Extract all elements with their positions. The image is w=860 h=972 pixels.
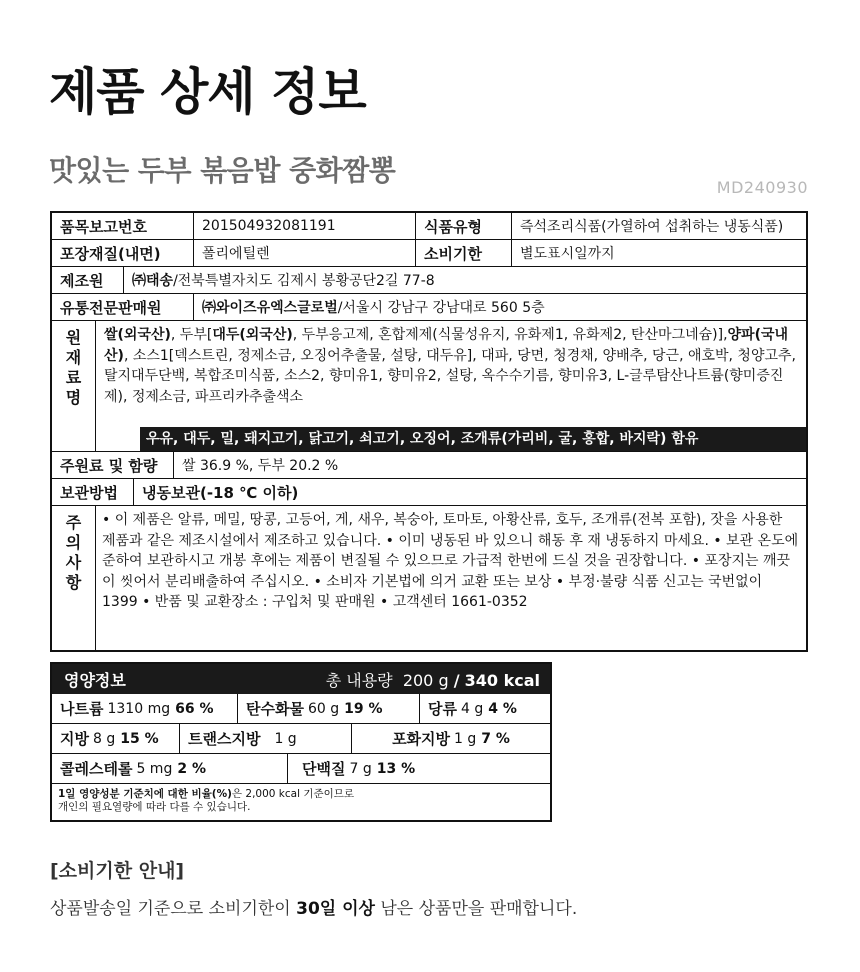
maker-label: 제조원 [52,267,124,293]
nutrition-table [50,662,552,822]
packaging-label: 포장재질(내면) [52,240,194,266]
distributor-name: ㈜와이즈유엑스글로벌 [202,300,338,316]
expiry-label: 소비기한 [416,240,512,266]
nutrition-header [52,664,550,694]
distributor-label: 유통전문판매원 [52,294,194,320]
main-ing-value: 쌀 36.9 %, 두부 20.2 % [182,458,339,474]
nutrient-sodium: 나트륨 1310 mg 66 % [52,694,238,723]
nutrient-protein: 단백질 7 g 13 % [302,760,416,778]
maker-address: /전북특별자치도 김제시 봉황공단2길 77-8 [173,273,435,289]
nutrient-sugars: 당류 4 g 4 % [428,700,517,718]
info-row-distributor [52,294,806,321]
info-row-report [52,213,806,240]
nutrition-row [52,694,550,724]
nutrition-row [52,754,550,784]
nutrient-trans-fat: 트랜스지방 1 g [180,724,352,753]
nutrition-title: 영양정보 [64,670,126,690]
info-row-maker [52,267,806,294]
info-row-storage [52,479,806,506]
nutrition-footnote: 1일 영양성분 기준치에 대한 비율(%)은 2,000 kcal 기준이므로 개인의 필요열량에 따라 다를 수 있습니다. [58,788,355,813]
product-code: MD240930 [716,178,808,197]
info-row-packaging [52,240,806,267]
food-type-label: 식품유형 [416,213,512,239]
ingredients-content [52,321,806,451]
allergen-banner: 우유, 대두, 밀, 돼지고기, 닭고기, 쇠고기, 오징어, 조개류(가리비, 굴, 홍합, 바지락) 함유 [140,427,806,451]
nutrient-carbs: 탄수화물 60 g 19 % [238,694,420,723]
maker-value [124,267,806,293]
caution-label: 주 의 사 항 [52,506,96,650]
expiry-guide-text: 상품발송일 기준으로 소비기한이 30일 이상 남은 상품만을 판매합니다. [50,899,578,919]
nutrient-saturated-fat: 포화지방 1 g 7 % [392,730,510,748]
maker-name: ㈜태송 [132,273,174,289]
storage-label: 보관방법 [52,479,134,505]
storage-value: 냉동보관(-18 ℃ 이하) [142,483,299,502]
expiry-guide-title: [소비기한 안내] [50,860,185,882]
report-no-label: 품목보고번호 [52,213,194,239]
nutrition-row [52,724,550,754]
food-type-value: 즉석조리식품(가열하여 섭취하는 냉동식품) [520,219,784,235]
expiry-value: 별도표시일까지 [520,246,615,262]
distributor-value [194,294,806,320]
report-no-value: 201504932081191 [194,213,416,239]
info-row-main-ingredients [52,452,806,479]
caution-text: • 이 제품은 알류, 메밀, 땅콩, 고등어, 게, 새우, 복숭아, 토마토, 아황산류, 호두, 조개류(전복 포함), 잣을 사용한 제품과 같은 제조시설에서 제조하고 있습니다. • 이미 냉동된 바 있으니 해동 후 재 냉동하지 마세요. • 보관 온도에 준하여 보관하시고 개봉 후에는 제품이 변질될 수 있으므로 가급적 한번에 드실 것을 권장합니다. • 포장지는 깨끗이 씻어서 분리배출하여 주십시오. • 소비자 기본법에 의거 교환 또는 보상 • 부정·불량 식품 신고는 국번없이 1399 • 반품 및 교환장소 : 구입처 및 판매원 • 고객센터 1661-0352 [102,512,799,610]
page-title: 제품 상세 정보 [49,63,366,121]
ingredients-text: 쌀(외국산), 두부[대두(외국산), 두부응고제, 혼합제제(식물성유지, 유화제1, 유화제2, 탄산마그네슘)],양파(국내산), 소스1[덱스트린, 정제소금, 오징어추출물, 설탕, 대두유], 대파, 당면, 청경채, 양배추, 당근, 애호박, 청양고추, 탈지대두단백, 복합조미식품, 소스2, 향미유1, 향미유2, 설탕, 옥수수기름, 향미유3, L-글루탐산나트륨(향미증진제), 정제소금, 파프리카추출색소 [104,327,796,405]
info-row-caution [52,506,806,650]
product-name: 맛있는 두부 볶음밥 중화짬뽕 [49,154,396,187]
packaging-value: 폴리에틸렌 [194,240,416,266]
ingredients-label: 원 재 료 명 [52,321,96,451]
nutrient-fat: 지방 8 g 15 % [52,724,180,753]
distributor-address: /서울시 강남구 강남대로 560 5층 [337,300,545,316]
main-ing-label: 주원료 및 함량 [52,452,174,478]
info-row-ingredients [52,321,806,452]
nutrition-total: 총 내용량 200 g / 340 kcal [325,670,540,690]
product-info-table [50,211,808,652]
nutrient-cholesterol: 콜레스테롤 5 mg 2 % [52,754,288,783]
